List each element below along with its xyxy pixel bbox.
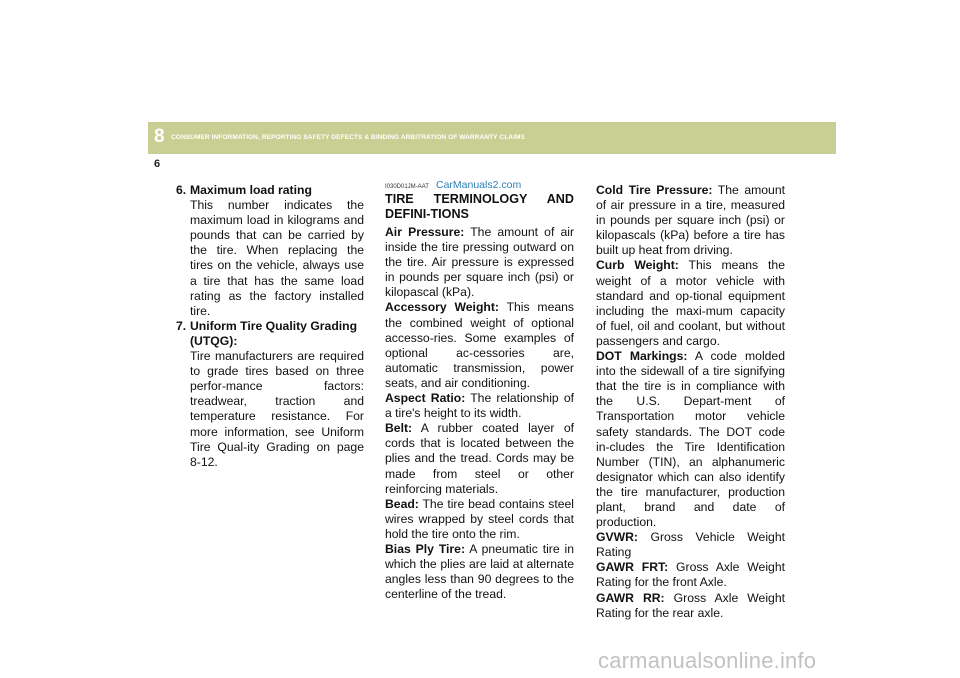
term-label: DOT Markings: xyxy=(596,349,688,364)
carmanuals-watermark: CarManuals2.com xyxy=(436,179,522,191)
term-label: Aspect Ratio: xyxy=(385,391,466,406)
term-label: Belt: xyxy=(385,421,413,436)
definition-gawr-frt xyxy=(596,560,785,590)
term-definition: This means the weight of a motor vehicle with standard and op-tional equipment including the maxi-mum capacity of fuel, oil and coolant, but without passengers and cargo. xyxy=(596,258,785,348)
list-item-body: Tire manufacturers are required to grade tires based on three perfor-mance factors: treadwear, traction and temperature resistance. For more information, see Uniform Tire Qual-ity Grading on page 8-12. xyxy=(190,349,364,469)
definition-air-pressure xyxy=(385,225,574,300)
term-definition: Gross Vehicle Weight Rating xyxy=(596,530,785,560)
page-number: 6 xyxy=(154,158,161,170)
term-label: GVWR: xyxy=(596,530,638,545)
list-item-heading: Maximum load rating xyxy=(190,183,312,197)
term-definition: The tire bead contains steel wires wrapped by steel cords that hold the tire onto the rim. xyxy=(385,496,574,541)
term-definition: The amount of air pressure in a tire, measured in pounds per square inch (psi) or kilopascals (kPa) before a tire has built up heat from driving. xyxy=(596,183,785,258)
column-middle xyxy=(385,179,575,602)
list-item-body: This number indicates the maximum load in kilograms and pounds that can be carried by the tire. When replacing the tires on the vehicle, always use a tire that has the same load rating as the factory installed tire. xyxy=(190,198,364,318)
list-item-utqg xyxy=(176,319,364,470)
term-definition: A pneumatic tire in which the plies are laid at alternate angles less than 90 degrees to the centerline of the tread. xyxy=(385,541,574,602)
definition-gawr-rr xyxy=(596,591,785,621)
term-definition: The relationship of a tire's height to its width. xyxy=(385,391,574,421)
term-definition: The amount of air inside the tire pressing outward on the tire. Air pressure is expressed in pounds per square inch (psi) or kilopascal (kPa). xyxy=(385,225,575,300)
definition-belt xyxy=(385,421,574,496)
chapter-title: CONSUMER INFORMATION, REPORTING SAFETY DEFECTS & BINDING ARBITRATION OF WARRANTY CLAIMS xyxy=(171,134,525,141)
definition-bias-ply-tire xyxy=(385,542,574,602)
column-left xyxy=(176,183,364,470)
footer-watermark: carmanualsonline.info xyxy=(598,648,817,673)
list-number: 7. xyxy=(176,318,187,333)
list-number: 6. xyxy=(176,183,187,197)
definition-gvwr xyxy=(596,530,785,560)
term-label: Air Pressure: xyxy=(385,225,465,239)
section-code-line xyxy=(385,179,574,192)
term-label: Bead: xyxy=(385,496,419,511)
definition-aspect-ratio xyxy=(385,391,574,421)
definition-cold-tire-pressure xyxy=(596,183,785,258)
term-label: Curb Weight: xyxy=(596,258,679,273)
definition-accessory-weight xyxy=(385,300,574,391)
list-item-maximum-load-rating xyxy=(176,183,364,319)
term-definition: Gross Axle Weight Rating for the rear axle. xyxy=(596,590,785,620)
definition-dot-markings xyxy=(596,349,785,530)
section-code: I030D01JM-AAT xyxy=(385,184,429,190)
term-definition: Gross Axle Weight Rating for the front Axle. xyxy=(596,560,785,590)
section-heading: TIRE TERMINOLOGY AND DEFINI-TIONS xyxy=(385,192,574,221)
definition-bead xyxy=(385,497,574,542)
chapter-number: 8 xyxy=(154,126,165,147)
term-label: Cold Tire Pressure: xyxy=(596,183,713,197)
definition-curb-weight xyxy=(596,258,785,349)
term-definition: A code molded into the sidewall of a tire signifying that the tire is in compliance with the U.S. Depart-ment of Transportation motor vehicle safety standards. The DOT code in-cludes the Tire Identification Number (TIN), an alphanumeric designator which can also identify the tire manufacturer, production plant, brand and date of production. xyxy=(596,349,785,530)
term-label: Accessory Weight: xyxy=(385,300,499,315)
term-label: GAWR FRT: xyxy=(596,560,669,575)
term-definition: A rubber coated layer of cords that is located between the plies and the tread. Cords may be made from steel or other reinforcing materials. xyxy=(385,421,574,496)
term-definition: This means the combined weight of optional accesso-ries. Some examples of optional ac-cessories are, automatic transmission, power seats, and air conditioning. xyxy=(385,300,575,390)
column-right xyxy=(596,183,785,621)
list-item-heading: Uniform Tire Quality Grading (UTQG): xyxy=(190,318,358,348)
term-label: GAWR RR: xyxy=(596,590,665,605)
term-label: Bias Ply Tire: xyxy=(385,541,466,556)
